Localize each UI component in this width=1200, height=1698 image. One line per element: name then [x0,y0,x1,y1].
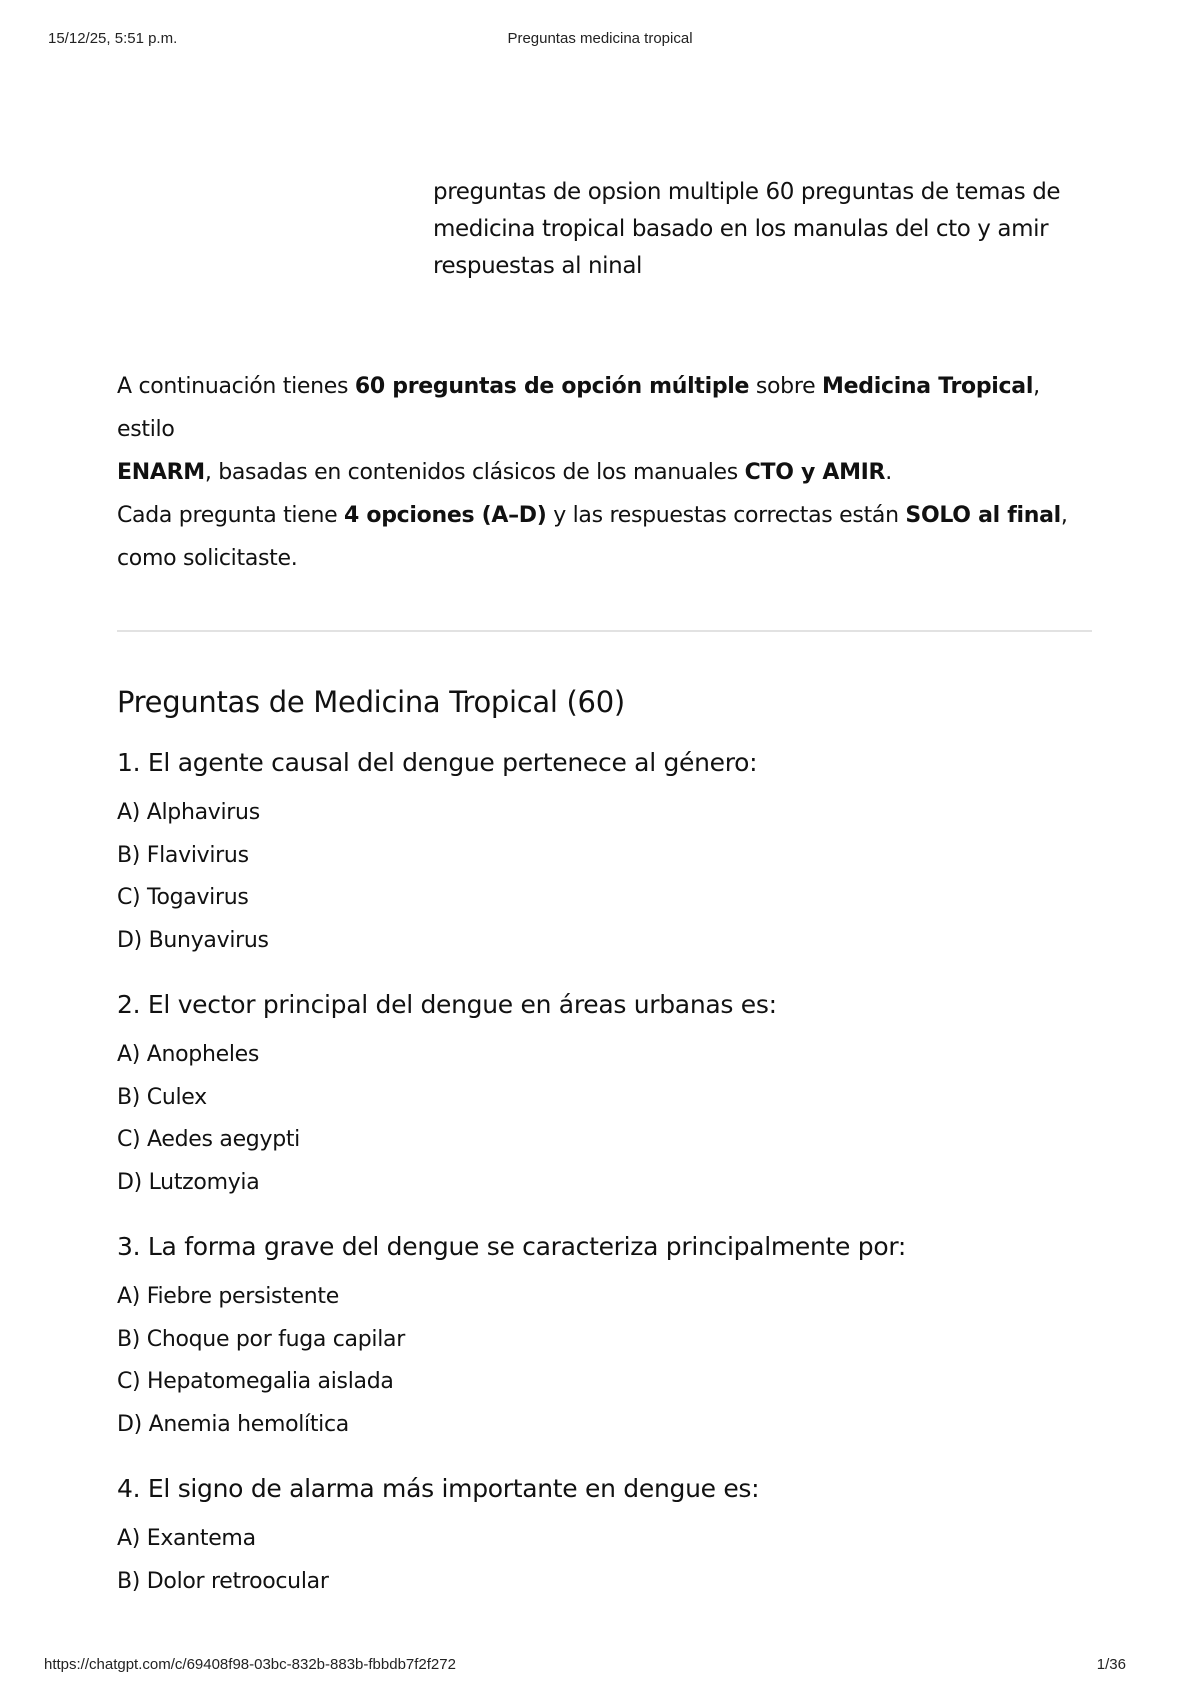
print-header [0,30,1200,52]
print-page-title: Preguntas medicina tropical [507,30,693,47]
answer-option: B) Culex [117,1084,207,1110]
answer-option: A) Exantema [117,1526,256,1551]
user-prompt-line: preguntas de opsion multiple 60 preguntas de temas de [433,179,1061,205]
assistant-response [117,365,1097,1603]
answer-option: C) Togavirus [117,885,249,910]
answer-option: A) Alphavirus [117,800,260,825]
answer-option: B) Choque por fuga capilar [117,1326,405,1352]
question-block [117,1230,1097,1446]
intro-paragraph: A continuación tienes 60 preguntas de opción múltiple sobre Medicina Tropical, estilo ENARM, basadas en contenidos clásicos de los manuales CTO y AMIR. Cada pregunta tiene 4 opciones (A–D) y las respuestas correctas están SOLO al final, como solicitaste. [117,374,1068,571]
answer-option: B) Flavivirus [117,842,249,868]
page-number: 1/36 [1096,1656,1126,1673]
question-block [117,1472,1097,1603]
question-text: 3. La forma grave del dengue se caracteriza principalmente por: [117,1232,906,1261]
print-footer [0,1656,1200,1678]
user-prompt-line: respuestas al ninal [433,253,643,279]
print-datetime: 15/12/25, 5:51 p.m. [48,30,178,47]
user-prompt-line: medicina tropical basado en los manulas del cto y amir [433,216,1049,242]
intro-text [117,365,1097,580]
question-text: 1. El agente causal del dengue pertenece al género: [117,748,758,777]
print-url: https://chatgpt.com/c/69408f98-03bc-832b-883b-fbbdb7f2f272 [44,1656,456,1673]
answer-option: A) Fiebre persistente [117,1284,339,1309]
answer-option: D) Anemia hemolítica [117,1411,349,1437]
answer-option: C) Aedes aegypti [117,1127,300,1152]
answer-option: C) Hepatomegalia aislada [117,1369,394,1394]
answer-option: D) Lutzomyia [117,1169,260,1195]
horizontal-divider [117,630,1092,632]
question-text: 4. El signo de alarma más importante en dengue es: [117,1474,760,1503]
answer-option: D) Bunyavirus [117,927,269,953]
answer-option: A) Anopheles [117,1042,260,1067]
question-block [117,988,1097,1204]
question-text: 2. El vector principal del dengue en áreas urbanas es: [117,990,777,1019]
user-prompt-message [433,174,1073,285]
answer-option: B) Dolor retroocular [117,1568,329,1594]
question-block [117,746,1097,962]
section-heading: Preguntas de Medicina Tropical (60) [117,685,625,719]
